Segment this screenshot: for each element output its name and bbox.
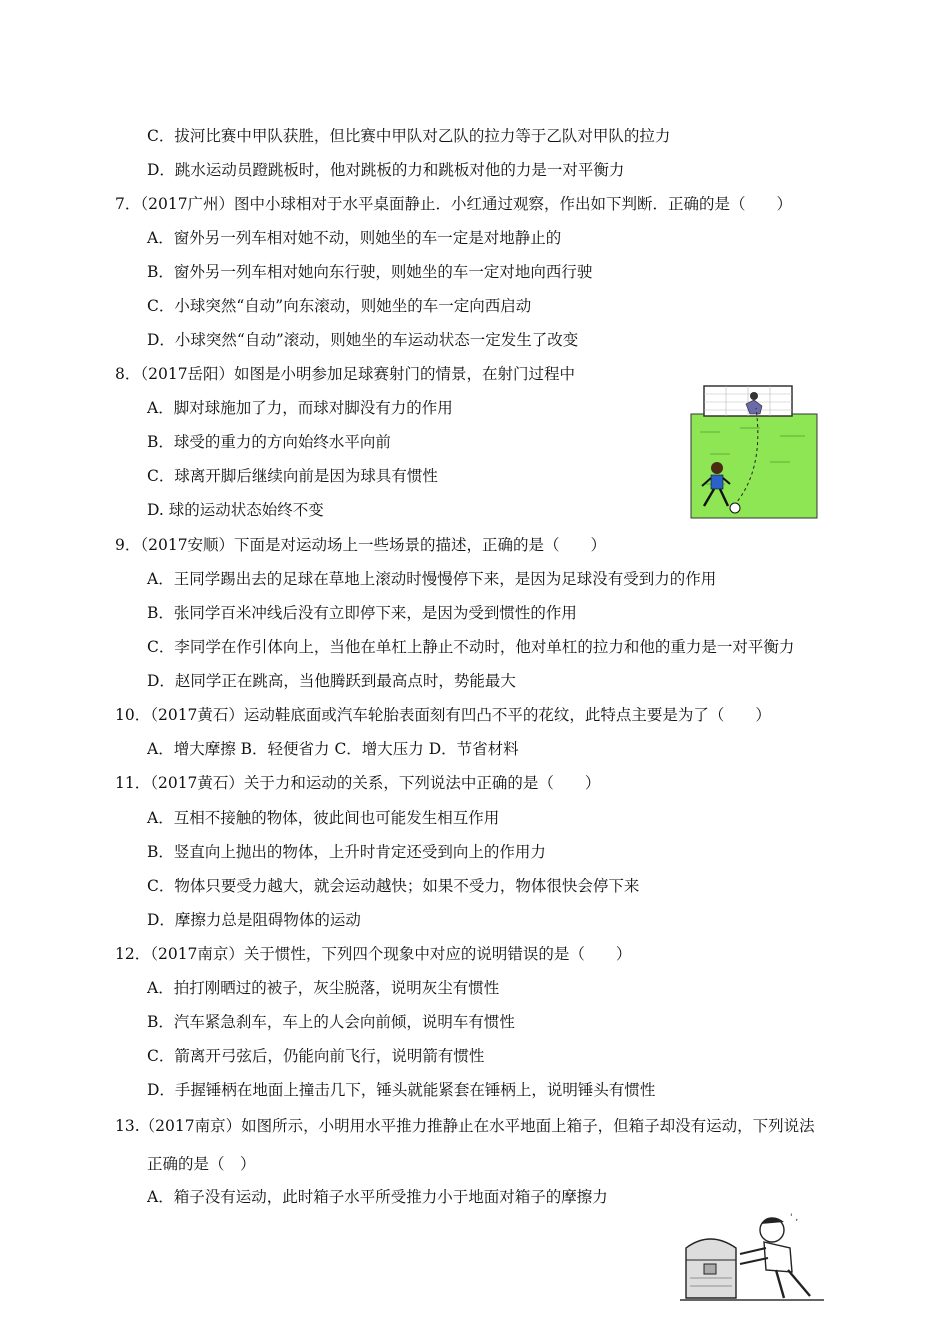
question-stem: 10．（2017黄石）运动鞋底面或汽车轮胎表面刻有凹凸不平的花纹，此特点主要是为了（ ） [115,706,771,724]
question-stem: 7．（2017广州）图中小球相对于水平桌面静止．小红通过观察，作出如下判断．正确的是（ ） [115,195,793,213]
answer-option: A．拍打刚晒过的被子，灰尘脱落，说明灰尘有惯性 [147,979,500,997]
answer-option: D．跳水运动员蹬跳板时，他对跳板的力和跳板对他的力是一对平衡力 [147,161,625,179]
pushing-box-figure [680,1208,824,1304]
question-stem-continuation: 正确的是（ ） [147,1155,256,1173]
answer-option: C．箭离开弓弦后，仍能向前飞行，说明箭有惯性 [147,1047,485,1065]
soccer-shot-figure [690,384,820,520]
answer-option: B．张同学百米冲线后没有立即停下来，是因为受到惯性的作用 [147,604,577,622]
question-stem: 12．（2017南京）关于惯性，下列四个现象中对应的说明错误的是（ ） [115,945,632,963]
question-stem: 13.（2017南京）如图所示，小明用水平推力推静止在水平地面上箱子，但箱子却没有运动，下列说法 [115,1117,815,1135]
answer-option: D．摩擦力总是阻碍物体的运动 [147,911,361,929]
answer-option: A．脚对球施加了力，而球对脚没有力的作用 [147,399,453,417]
answer-option: A．窗外另一列车相对她不动，则她坐的车一定是对地静止的 [147,229,562,247]
answer-option: A．王同学踢出去的足球在草地上滚动时慢慢停下来，是因为足球没有受到力的作用 [147,570,717,588]
answer-option: B．竖直向上抛出的物体，上升时肯定还受到向上的作用力 [147,843,546,861]
answer-option: C．小球突然“自动”向东滚动，则她坐的车一定向西启动 [147,297,532,315]
answer-option: C．拔河比赛中甲队获胜，但比赛中甲队对乙队的拉力等于乙队对甲队的拉力 [147,127,671,145]
answer-option: D．赵同学正在跳高，当他腾跃到最高点时，势能最大 [147,672,516,690]
question-stem: 9．（2017安顺）下面是对运动场上一些场景的描述，正确的是（ ） [115,536,607,554]
answer-option: D. 球的运动状态始终不变 [147,501,324,519]
answer-option: D．小球突然“自动”滚动，则她坐的车运动状态一定发生了改变 [147,331,579,349]
answer-option: B．球受的重力的方向始终水平向前 [147,433,391,451]
answer-option: B．窗外另一列车相对她向东行驶，则她坐的车一定对地向西行驶 [147,263,593,281]
answer-option: A．箱子没有运动，此时箱子水平所受推力小于地面对箱子的摩擦力 [147,1188,608,1206]
question-stem: 11．（2017黄石）关于力和运动的关系，下列说法中正确的是（ ） [115,774,601,792]
answer-option: A．增大摩擦 B．轻便省力 C．增大压力 D．节省材料 [147,740,519,758]
svg-text:' ,: ' , [790,1213,799,1223]
answer-option: B．汽车紧急刹车，车上的人会向前倾，说明车有惯性 [147,1013,515,1031]
answer-option: D．手握锤柄在地面上撞击几下，锤头就能紧套在锤柄上，说明锤头有惯性 [147,1081,656,1099]
answer-option: C．李同学在作引体向上，当他在单杠上静止不动时，他对单杠的拉力和他的重力是一对平衡力 [147,638,795,656]
answer-option: C．物体只要受力越大，就会运动越快；如果不受力，物体很快会停下来 [147,877,640,895]
answer-option: C．球离开脚后继续向前是因为球具有惯性 [147,467,438,485]
answer-option: A．互相不接触的物体，彼此间也可能发生相互作用 [147,809,500,827]
question-stem: 8．（2017岳阳）如图是小明参加足球赛射门的情景，在射门过程中 [115,365,576,383]
